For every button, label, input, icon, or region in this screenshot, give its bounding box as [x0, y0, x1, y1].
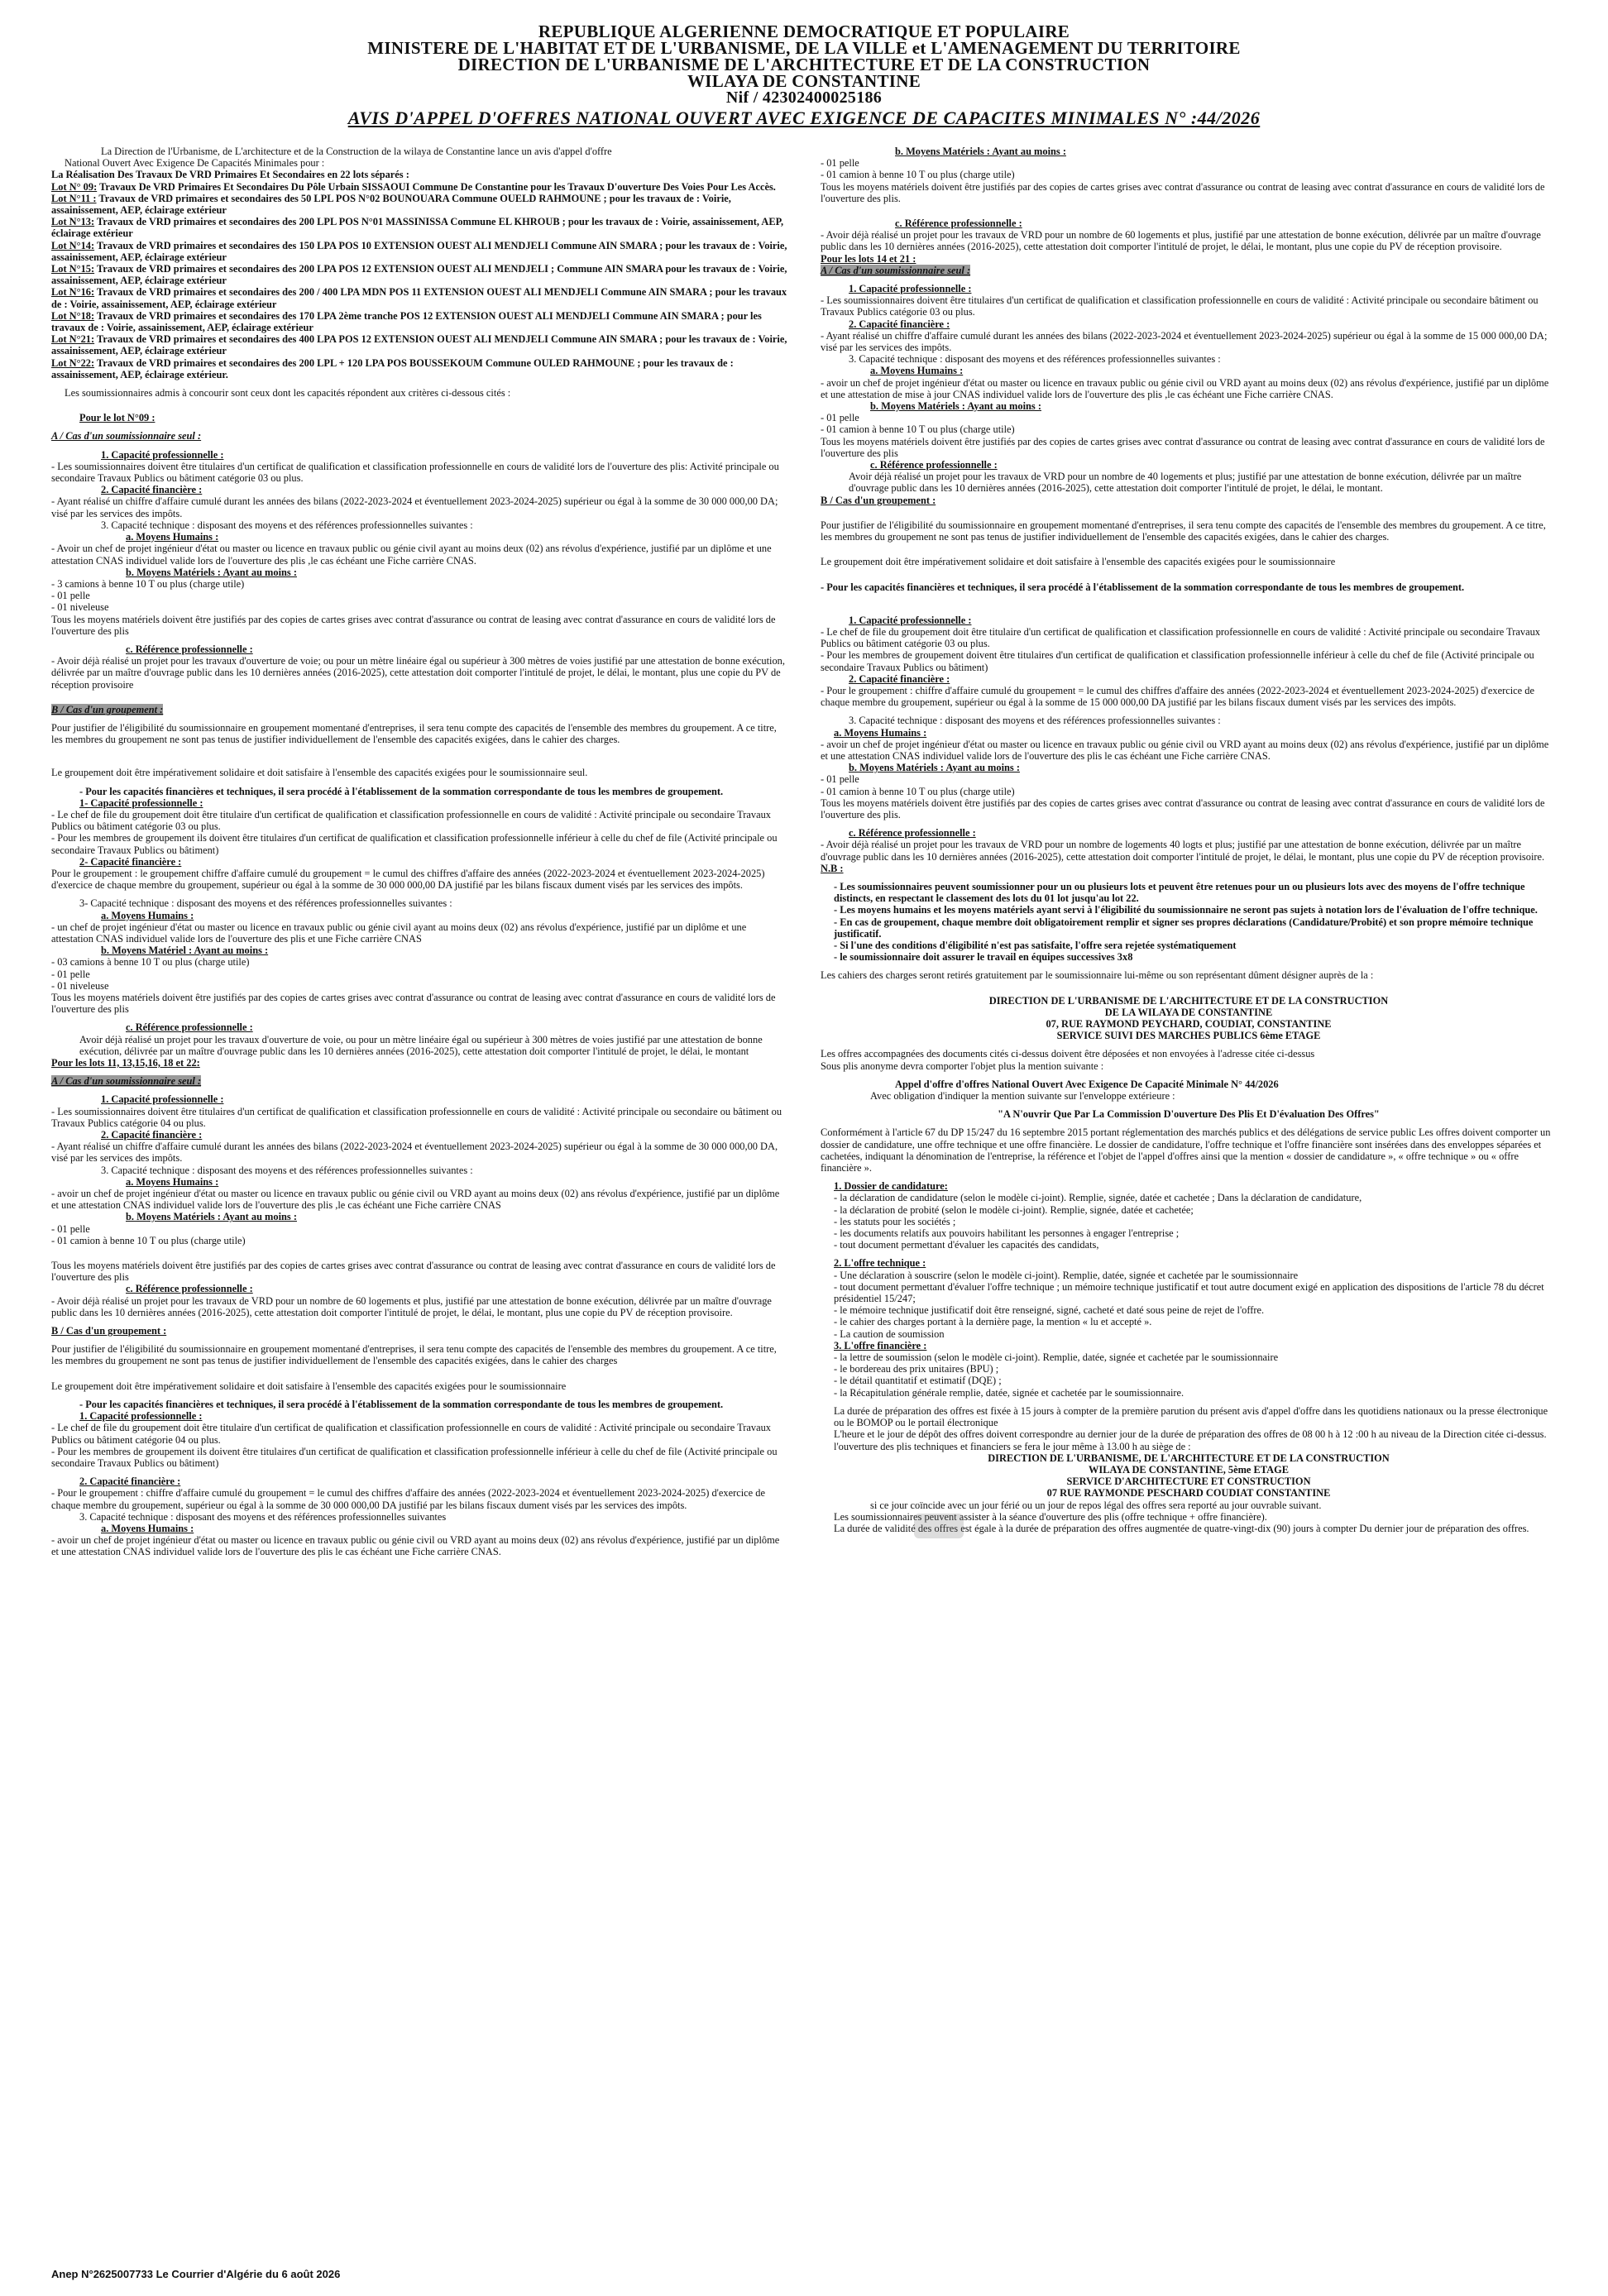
lot-number: Lot N°16:	[51, 286, 95, 299]
cap-fin-heading: 2. Capacité financière :	[101, 484, 203, 496]
g3-ref-text: - Avoir déjà réalisé un projet pour les travaux de VRD pour un nombre de logements 40 logts et plus; justifié par une attestation de bonne exécution, délivrée par un maître d'ouvrage public dans les 10 dernières années (2016-2025), cette attestation doit comporter l'intitulé de projet, le délai, le montant, plus une copie du PV de réception provisoire.	[821, 839, 1545, 863]
lot-text: Travaux de VRD primaires et secondaires des 200 LPL + 120 LPA POS BOUSSEKOUM Commune OULED RAHMOUNE ; pour les travaux de : assainissement, AEP, éclairage extérieur.	[51, 356, 734, 380]
s2-cap-fin-text: - Ayant réalisé un chiffre d'affaire cumulé durant les années des bilans (2022-2023-2024 et éventuellement 2023-2024-2025) supérieur ou égal à la somme de 30 000 000,00 DA, visé par les services des impôts.	[51, 1141, 778, 1165]
lot-item	[51, 181, 787, 193]
s2-moy-mat-heading: b. Moyens Matériels : Ayant au moins :	[126, 1211, 297, 1223]
s3-ref-text: Avoir déjà réalisé un projet pour les travaux de VRD pour un nombre de 40 logements et plus; justifié par une attestation de bonne exécution, délivrée par un maître d'ouvrage public dans les 10 dernières années (2016-2025), cette attestation doit comporter l'intitulé de projet, le délai, le montant.	[849, 471, 1522, 495]
realisation: La Réalisation Des Travaux De VRD Primaires Et Secondaires en 22 lots séparés :	[51, 169, 409, 181]
dir-line4: SERVICE SUIVI DES MARCHES PUBLICS 6ème ETAGE	[1056, 1030, 1321, 1042]
doss-item: - tout document permettant d'évaluer les capacités des candidats,	[834, 1239, 1099, 1251]
g3-mat-list	[821, 773, 1557, 796]
g2-sommation: - Pour les capacités financières et techniques, il sera procédé à l'établissement de la sommation correspondante de tous les membres de groupement.	[79, 1398, 724, 1410]
mat-list	[51, 578, 787, 614]
cap-pro-heading: 1. Capacité professionnelle :	[101, 448, 224, 461]
doss-list	[821, 1192, 1557, 1251]
conform: Conformément à l'article 67 du DP 15/247 du 16 septembre 2015 portant réglementation des marchés publics et des délégations de service public Les offres doivent comporter un dossier de candidature, une offre technique et une offre financière. Le dossier de candidature, l'offre technique et l'offre financière sont insérées dans des enveloppes séparées et cachetées, indiquant la dénomination de l'entreprise, la référence et l'objet de l'appel d'offres ainsi que la mention « dossier de candidature », « offre technique » ou « offre financière ».	[821, 1126, 1551, 1174]
lot-number: Lot N°11 :	[51, 192, 97, 204]
tech-item: - tout document permettant d'évaluer l'offre technique ; un mémoire technique justificatif et tout autre document exigé en application des dispositions de l'article 78 du décret présidentiel 15/247;	[834, 1280, 1544, 1305]
offres2: Sous plis anonyme devra comporter l'objet plus la mention suivante :	[821, 1060, 1104, 1072]
mat-item: - 01 pelle	[821, 773, 859, 786]
s2-ref-text: - Avoir déjà réalisé un projet pour les travaux de VRD pour un nombre de 60 logements et plus, justifié par une attestation de bonne exécution, délivrée par un maître d'ouvrage public dans les 10 dernières années (2016-2025), cette attestation doit comporter l'intitulé de projet, le délai, le montant, plus une copie du PV de réception provisoire.	[51, 1294, 772, 1318]
lot-number: Lot N°18:	[51, 309, 95, 322]
lot-item	[51, 286, 787, 309]
lot-text: Travaux de VRD primaires et secondaires des 50 LPL POS N°02 BOUNOUARA Commune OUELD RAHMOUNE ; pour les travaux de : Voirie, assainissement, AEP, éclairage extérieur	[51, 192, 731, 217]
g2-text1: Pour justifier de l'éligibilité du soumissionnaire en groupement momentané d'entreprises, il sera tenu compte des capacités de l'ensemble des membres du groupement. A ce titre, les membres du groupement ne sont pas tenus de justifier individuellement de l'ensemble des capacités exigées, dans le cahier des charges	[51, 1343, 777, 1367]
g3-cap-fin-heading: 2. Capacité financière :	[849, 672, 950, 685]
lot-number: Lot N°21:	[51, 333, 95, 346]
dir-line3: 07, RUE RAYMOND PEYCHARD, COUDIAT, CONSTANTINE	[1046, 1018, 1332, 1030]
case-a-title: A / Cas d'un soumissionnaire seul :	[51, 430, 202, 442]
s3-moy-hum-heading: a. Moyens Humains :	[870, 365, 964, 377]
g2-cap-fin-heading: 2. Capacité financière :	[79, 1476, 181, 1488]
g3-ref-heading: c. Référence professionnelle :	[849, 827, 976, 839]
lots-list	[51, 181, 787, 380]
g3-sommation: - Pour les capacités financières et techniques, il sera procédé à l'établissement de la sommation correspondante de tous les membres de groupement.	[821, 581, 1465, 593]
g-cap-pro-text2: - Pour les membres de groupement ils doivent être titulaires d'un certificat de qualification et classification professionnelle inférieur à celle du chef de file (Activité principale ou secondaire Travaux Publics ou bâtiment)	[51, 832, 778, 856]
mat-item: - 01 camion à benne 10 T ou plus (charge utile)	[821, 423, 1015, 436]
footer-reference: Anep N°2625007733 Le Courrier d'Algérie du 6 août 2026	[51, 2268, 341, 2280]
g-cap-pro-heading: 1- Capacité professionnelle :	[79, 796, 203, 809]
lot-text: Travaux de VRD primaires et secondaires des 200 / 400 LPA MDN POS 11 EXTENSION OUEST ALI MENDJELI Commune AIN SMARA ; pour les travaux de : Voirie, assainissement, AEP, éclairage extérieur	[51, 286, 787, 310]
tech-item: - La caution de soumission	[834, 1327, 945, 1340]
moy-hum-text: - Avoir un chef de projet ingénieur d'état ou master ou licence en travaux public ou génie civil ayant au moins deux (02) ans révolus d'expérience, justifié par un diplôme et une attestation CNAS individuel valide lors de l'ouverture des plis ,le cas échéant une Fiche carrière CNAS.	[51, 543, 772, 567]
s3-cap-fin-heading: 2. Capacité financière :	[849, 318, 950, 330]
g-ref-text: Avoir déjà réalisé un projet pour les travaux d'ouverture de voie, ou pour un mètre linéaire égal ou supérieur à 300 mètres de voies justifié par une attestation de bonne exécution, délivrée par un maître d'ouvrage public dans les 10 dernières années (2016-2025), cette attestation doit comporter l'intitulé de projet, le délai, le montant	[79, 1033, 763, 1057]
case-a2-label: A / Cas d'un soumissionnaire seul :	[51, 1075, 202, 1088]
mat-item: - 01 pelle	[51, 1222, 90, 1235]
lot-text: Travaux de VRD primaires et secondaires des 200 LPL POS N°01 MASSINISSA Commune EL KHROUB ; pour les travaux de : Voirie, assainissement, AEP, éclairage extérieur	[51, 216, 784, 240]
nb-item: - En cas de groupement, chaque membre doit obligatoirement remplir et signer ses propres déclarations (Candidature/Probité) et son propre mémoire technique justificatif.	[834, 916, 1534, 940]
g-moy-hum-heading: a. Moyens Humains :	[101, 909, 194, 921]
nb-item: - Si l'une des conditions d'éligibilité n'est pas satisfaite, l'offre sera rejetée systématiquement	[834, 939, 1237, 951]
lot-number: Lot N°13:	[51, 216, 95, 228]
g3-moy-hum-text: - avoir un chef de projet ingénieur d'état ou master ou licence en travaux public ou génie civil ou VRD ayant au moins deux (02) ans révolus d'expérience, justifié par un diplôme et une attestation CNAS individuel valide lors de l'ouverture des plis le cas échéant une Fiche carrière CNAS.	[821, 738, 1549, 762]
ref-pro-text: - Avoir déjà réalisé un projet pour les travaux d'ouverture de voie; ou pour un mètre linéaire égal ou supérieur à 300 mètres de voies justifié par une attestation de bonne exécution, délivrée par un maître d'ouvrage public dans les 10 dernières années (2016-2025), cette attestation doit comporter l'intitulé de projet, le délai, le montant, plus une copie du PV de réception provisoire	[51, 655, 785, 691]
mat-item: - 01 pelle	[51, 590, 90, 602]
lot-number: Lot N°14:	[51, 239, 95, 251]
s3-cap-tech-heading: 3. Capacité technique : disposant des moyens et des références professionnelles suivantes :	[849, 353, 1221, 366]
s2-cap-tech-heading: 3. Capacité technique : disposant des moyens et des références professionnelles suivantes :	[101, 1164, 473, 1176]
cap-fin-text: - Ayant réalisé un chiffre d'affaire cumulé durant les années des bilans (2022-2023-2024 et éventuellement 2023-2024-2025) supérieur ou égal à la somme de 30 000 000,00 DA; visé par les services des impôts.	[51, 495, 778, 519]
ferie: si ce jour coïncide avec un jour férié ou un jour de repos légal des offres sera reporté au jour ouvrable suivant.	[870, 1499, 1322, 1511]
appel-sub: Avec obligation d'indiquer la mention suivante sur l'enveloppe extérieure :	[870, 1090, 1175, 1103]
r-moy-mat-heading: b. Moyens Matériels : Ayant au moins :	[895, 146, 1066, 157]
notice-title: AVIS D'APPEL D'OFFRES NATIONAL OUVERT AVEC EXIGENCE DE CAPACITES MINIMALES N° :44/2026	[347, 108, 1261, 128]
right-column	[821, 146, 1557, 1534]
doss-item: - la déclaration de probité (selon le modèle ci-joint). Remplie, signée, datée et cachetée;	[834, 1203, 1194, 1216]
g3-text2: Le groupement doit être impérativement solidaire et doit satisfaire à l'ensemble des capacités exigées pour le soumissionnaire	[821, 556, 1336, 568]
doss-item: - les documents relatifs aux pouvoirs habilitant les personnes à engager l'entreprise ;	[834, 1227, 1180, 1240]
duree2: L'heure et le jour de dépôt des offres doivent correspondre au dernier jour de la durée de préparation des offres de 08 00 h à 12 :00 h au niveau de la Direction citée ci-dessus.	[834, 1428, 1547, 1441]
cahiers: Les cahiers des charges seront retirés gratuitement par le soumissionnaire lui-même ou son représentant dûment désigner auprès de la :	[821, 969, 1374, 982]
cap-tech-heading: 3. Capacité technique : disposant des moyens et des références professionnelles suivantes :	[101, 519, 473, 531]
s3-moy-hum-text: - avoir un chef de projet ingénieur d'état ou master ou licence en travaux public ou génie civil ou VRD ayant au moins deux (02) ans révolus d'expérience, justifié par un diplôme et une attestation de mise à jour CNAS individuel valide lors de l'ouverture des plis ,le cas échéant une Fiche carrière CNAS.	[821, 376, 1549, 400]
lot-text: Travaux De VRD Primaires Et Secondaires Du Pôle Urbain SISSAOUI Commune De Constantine pour les Travaux D'ouverture Des Voies Pour Les Accès.	[97, 180, 776, 193]
s2-mat-note: Tous les moyens matériels doivent être justifiés par des copies de cartes grises avec contrat d'assurance ou contrat de leasing avec contrat d'assurance en cours de validité lors de l'ouverture des plis	[51, 1260, 776, 1284]
s2-cap-pro-heading: 1. Capacité professionnelle :	[101, 1093, 224, 1106]
lots3-title: Pour les lots 14 et 21 :	[821, 252, 916, 265]
s3-cap-pro-text: - Les soumissionnaires doivent être titulaires d'un certificat de qualification et classification professionnelle en cours de validité : Activité principale ou secondaire bâtiment ou Travaux Publics catégorie 03 ou plus.	[821, 294, 1539, 318]
lot-number: Lot N° 09:	[51, 180, 98, 193]
off-tech-heading: 2. L'offre technique :	[834, 1257, 926, 1270]
dir-line8: 07 RUE RAYMONDE PESCHARD COUDIAT CONSTANTINE	[1046, 1487, 1331, 1500]
appel-title: Appel d'offre d'offres National Ouvert Avec Exigence De Capacité Minimale N° 44/2026	[895, 1078, 1279, 1090]
header-line2: MINISTERE DE L'HABITAT ET DE L'URBANISME, DE LA VILLE et L'AMENAGEMENT DU TERRITOIRE	[367, 38, 1241, 58]
nb-list	[821, 881, 1557, 963]
s2-cap-fin-heading: 2. Capacité financière :	[101, 1129, 203, 1141]
g3-mat-note: Tous les moyens matériels doivent être justifiés par des copies de cartes grises avec contrat d'assurance ou contrat de leasing avec contrat d'assurance en cours de validité lors de l'ouverture des plis.	[821, 796, 1545, 820]
dir-line2: DE LA WILAYA DE CONSTANTINE	[1104, 1006, 1273, 1018]
header-line3: DIRECTION DE L'URBANISME DE L'ARCHITECTURE ET DE LA CONSTRUCTION	[457, 55, 1151, 74]
g-ref-heading: c. Référence professionnelle :	[126, 1021, 253, 1034]
g2-cap-fin-text: - Pour le groupement : chiffre d'affaire cumulé du groupement = le cumul des chiffres d'affaire des années (2022-2023-2024 et éventuellement 2023-2024-2025) d'exercice de chaque membre du groupement, supérieur ou égal à la somme de 30 000 000,00 DA justifié par les bilans fiscaux dument visés par les services des impôts.	[51, 1487, 765, 1511]
doss-cand-heading: 1. Dossier de candidature:	[834, 1180, 948, 1193]
lot-text: Travaux de VRD primaires et secondaires des 170 LPA 2ème tranche POS 12 EXTENSION OUEST ALI MENDJELI Commune AIN SMARA ; pour les travaux de : Voirie, assainissement, AEP, éclairage extérieur	[51, 309, 762, 334]
g-cap-fin-heading: 2- Capacité financière :	[79, 855, 182, 868]
moy-mat-heading: b. Moyens Matériels : Ayant au moins :	[126, 566, 297, 578]
mat-item: - 01 pelle	[821, 157, 859, 170]
g2-cap-pro-heading: 1. Capacité professionnelle :	[79, 1410, 203, 1423]
mat-item: - 01 pelle	[821, 412, 859, 424]
mat-item: - 01 niveleuse	[51, 979, 109, 992]
s3-moy-mat-heading: b. Moyens Matériels : Ayant au moins :	[870, 400, 1041, 413]
lot-item	[51, 333, 787, 356]
g3-cap-pro-heading: 1. Capacité professionnelle :	[849, 614, 972, 626]
s3-mat-note: Tous les moyens matériels doivent être justifiés par des copies de cartes grises avec contrat d'assurance ou contrat de leasing avec contrat d'assurance en cours de validité lors de l'ouverture des plis	[821, 435, 1545, 459]
g-cap-fin-text: Pour le groupement : le groupement chiffre d'affaire cumulé du groupement = le cumul des chiffres d'affaire des années (2022-2023-2024 et éventuellement 2023-2024-2025) d'exercice de chaque membre du groupement, supérieur ou égal à la somme de 30 000 000,00 DA justifié par les bilans fiscaux dument visés par les services des impôts.	[51, 867, 765, 892]
case-b2-title: B / Cas d'un groupement :	[51, 1325, 167, 1337]
g-cap-tech-heading: 3- Capacité technique : disposant des moyens et des références professionnelles suivantes :	[79, 897, 452, 910]
nouvrir: "A N'ouvrir Que Par La Commission D'ouverture Des Plis Et D'évaluation Des Offres"	[998, 1108, 1380, 1121]
s3-cap-pro-heading: 1. Capacité professionnelle :	[849, 283, 972, 295]
g-cap-pro-text1: - Le chef de file du groupement doit être titulaire d'un certificat de qualification et classification professionnelle en cours de validité : Activité principale ou secondaire Travaux Publics ou bâtiment catégorie 03 ou plus.	[51, 808, 771, 833]
r-ref-text: - Avoir déjà réalisé un projet pour les travaux de VRD pour un nombre de 60 logements et plus, justifié par une attestation de bonne exécution, délivrée par un maître d'ouvrage public dans les 10 dernières années (2016-2025), cette attestation doit comporter l'intitulé de projet, le délai, le montant, plus une copie du PV de réception provisoire.	[821, 229, 1541, 253]
tech-item: - le cahier des charges portant à la dernière page, la mention « lu et accepté ».	[834, 1316, 1152, 1328]
case-a3-title	[821, 265, 1557, 276]
r-mat-list	[821, 157, 1557, 180]
offres1: Les offres accompagnées des documents cités ci-dessus doivent être déposées et non envoyées à l'adresse citée ci-dessus	[821, 1048, 1315, 1060]
case-b-label: B / Cas d'un groupement :	[51, 703, 164, 715]
case-b3-title: B / Cas d'un groupement :	[821, 494, 936, 506]
g-mat-note: Tous les moyens matériels doivent être justifiés par des copies de cartes grises avec contrat d'assurance ou contrat de leasing avec contrat d'assurance en cours de validité lors de l'ouverture des plis	[51, 992, 776, 1016]
g3-cap-tech-heading: 3. Capacité technique : disposant des moyens et des références professionnelles suivantes :	[849, 715, 1221, 727]
lot-item	[51, 310, 787, 333]
lot-item	[51, 193, 787, 216]
g-mat-list	[51, 956, 787, 992]
s3-mat-list	[821, 412, 1557, 435]
grp-sommation: - Pour les capacités financières et techniques, il sera procédé à l'établissement de la sommation correspondante de tous les membres de groupement.	[79, 785, 724, 797]
header-line4: WILAYA DE CONSTANTINE	[687, 71, 921, 91]
doss-item: - les statuts pour les sociétés ;	[834, 1215, 956, 1227]
off-tech-list	[821, 1270, 1557, 1340]
g2-moy-hum-heading: a. Moyens Humains :	[101, 1522, 194, 1534]
g3-moy-mat-heading: b. Moyens Matériels : Ayant au moins :	[849, 762, 1020, 774]
doss-item: - la déclaration de candidature (selon le modèle ci-joint). Remplie, signée, datée et cachetée ; Dans la déclaration de candidature,	[834, 1192, 1362, 1204]
columns	[51, 146, 1557, 2263]
grp-text2: Le groupement doit être impérativement solidaire et doit satisfaire à l'ensemble des capacités exigées pour le soumissionnaire seul.	[51, 767, 588, 779]
left-column	[51, 146, 787, 1558]
case-a2-title	[51, 1075, 787, 1087]
mat-item: - 01 camion à benne 10 T ou plus (charge utile)	[821, 169, 1015, 181]
intro-line2: National Ouvert Avec Exigence De Capacités Minimales pour :	[65, 157, 325, 170]
nb-item: - Les soumissionnaires peuvent soumissionner pour un ou plusieurs lots et peuvent être retenues pour un ou plusieurs lots avec des moyens de l'offre technique distincts, en respectant le classement des lots du 01 lot jusqu'au lot 22.	[834, 880, 1525, 905]
lot-item	[51, 357, 787, 380]
g3-cap-fin-text: - Pour le groupement : chiffre d'affaire cumulé du groupement = le cumul des chiffres d'affaire des années (2022-2023-2024 et éventuellement 2023-2024-2025) d'exercice de chaque membre du groupement, supérieur ou égal à la somme de 15 000 000,00 DA justifié par les bilans fiscaux dument visés par les services des impôts.	[821, 684, 1534, 709]
header	[50, 23, 1558, 106]
fin-item: - la Récapitulation générale remplie, datée, signée et cachetée par le soumissionnaire.	[834, 1386, 1184, 1399]
lot-number: Lot N°15:	[51, 263, 95, 275]
mat-item: - 3 camions à benne 10 T ou plus (charge utile)	[51, 577, 245, 590]
lot-text: Travaux de VRD primaires et secondaires des 400 LPA POS 12 EXTENSION OUEST ALI MENDJELI Commune AIN SMARA ; pour les travaux de : Voirie, assainissement, AEP, éclairage extérieur	[51, 333, 787, 357]
lot-text: Travaux de VRD primaires et secondaires des 200 LPA POS 12 EXTENSION OUEST ALI MENDJELI ; Commune AIN SMARA pour les travaux de : Voirie, assainissement, AEP, éclairage extérieur	[51, 263, 787, 287]
moy-hum-heading: a. Moyens Humains :	[126, 531, 219, 543]
s2-cap-pro-text: - Les soumissionnaires doivent être titulaires d'un certificat de qualification et classification professionnelle en cours de validité : Activité principale ou secondaire ou bâtiment ou Travaux Publics catégorie 04 ou plus.	[51, 1105, 782, 1129]
moy-mat-note: Tous les moyens matériels doivent être justifiés par des copies de cartes grises avec contrat d'assurance ou contrat de leasing avec contrat d'assurance en cours de validité lors de l'ouverture des plis	[51, 613, 776, 637]
fin-item: - le bordereau des prix unitaires (BPU) ;	[834, 1363, 999, 1375]
s2-ref-heading: c. Référence professionnelle :	[126, 1283, 253, 1295]
g3-cap-pro-text2: - Pour les membres de groupement doivent être titulaires d'un certificat de qualification et classification professionnelle inférieur à celle du chef de file (Activité principale ou secondaire Travaux Publics ou bâtiment)	[821, 649, 1534, 673]
lot-item	[51, 263, 787, 286]
r-ref-heading: c. Référence professionnelle :	[895, 218, 1022, 230]
mat-item: - 03 camions à benne 10 T ou plus (charge utile)	[51, 956, 250, 969]
mat-item: - 01 pelle	[51, 968, 90, 980]
g2-cap-pro-text2: - Pour les membres de groupement ils doivent être titulaires d'un certificat de qualification et classification professionnelle inférieur à celle du chef de file (Activité principale ou secondaire Travaux Publics ou bâtiment)	[51, 1445, 778, 1469]
s2-moy-hum-text: - avoir un chef de projet ingénieur d'état ou master ou licence en travaux public ou génie civil ou VRD ayant au moins deux (02) ans révolus d'expérience, justifié par un diplôme et une attestation CNAS individuel valide lors de l'ouverture des plis ,le cas échéant une Fiche carrière CNAS	[51, 1188, 780, 1212]
lot-number: Lot N°22:	[51, 356, 95, 369]
off-fin-list	[821, 1351, 1557, 1399]
header-nif: Nif / 42302400025186	[725, 88, 883, 107]
cap-pro-text: - Les soumissionnaires doivent être titulaires d'un certificat de qualification et classification professionnelle en cours de validité lors de l'ouverture des plis: Activité principale ou secondaire Travaux Publics ou bâtiment catégorie 03 ou plus.	[51, 460, 779, 485]
off-fin-heading: 3. L'offre financière :	[834, 1339, 927, 1351]
s2-moy-hum-heading: a. Moyens Humains :	[126, 1175, 219, 1188]
fin-item: - la lettre de soumission (selon le modèle ci-joint). Remplie, datée, signée et cachetée par le soumissionnaire	[834, 1351, 1279, 1364]
s3-cap-fin-text: - Ayant réalisé un chiffre d'affaire cumulé durant les années des bilans (2022-2023-2024 et éventuellement 2023-2024-2025) supérieur ou égal à la somme de 15 000 000,00 DA; visé par les services des impôts.	[821, 329, 1548, 354]
nb-item: - Les moyens humains et les moyens matériels ayant servi à l'éligibilité du soumissionnaire ne seront pas sujets à notation lors de l'évaluation de l'offre technique.	[834, 904, 1538, 916]
g2-text2: Le groupement doit être impérativement solidaire et doit satisfaire à l'ensemble des capacités exigées pour le soumissionnaire	[51, 1380, 567, 1392]
dir-line1: DIRECTION DE L'URBANISME DE L'ARCHITECTURE ET DE LA CONSTRUCTION	[988, 994, 1389, 1007]
admis: Les soumissionnaires admis à concourir sont ceux dont les capacités répondent aux critères ci-dessous cités :	[65, 387, 511, 399]
stamp-mark	[914, 1514, 964, 1538]
case-a3-label: A / Cas d'un soumissionnaire seul :	[821, 264, 971, 276]
g3-cap-pro-text1: - Le chef de file du groupement doit être titulaire d'un certificat de qualification et classification professionnelle en cours de validité : Activité principale ou secondaire Travaux Publics ou bâtiment catégorie 03 ou plus.	[821, 625, 1540, 650]
r-mat-note: Tous les moyens matériels doivent être justifiés par des copies de cartes grises avec contrat d'assurance ou contrat de leasing avec contrat d'assurance en cours de validité lors de l'ouverture des plis.	[821, 180, 1545, 204]
mat-item: - 01 camion à benne 10 T ou plus (charge utile)	[51, 1234, 246, 1246]
s2-mat-list	[51, 1223, 787, 1246]
grp-text1: Pour justifier de l'éligibilité du soumissionnaire en groupement momentané d'entreprises, il sera tenu compte des capacités de l'ensemble des membres du groupement. A ce titre, les membres du groupement ne sont pas tenus de justifier individuellement de l'ensemble des capacités exigées, dans le cahier des charges.	[51, 721, 777, 746]
assist: Les soumissionnaires peuvent assister à la séance d'ouverture des plis (offre technique + offre financière).	[834, 1510, 1267, 1523]
lot-text: Travaux de VRD primaires et secondaires des 150 LPA POS 10 EXTENSION OUEST ALI MENDJELI Commune AIN SMARA ; pour les travaux de : Voirie, assainissement, AEP, éclairage extérieur	[51, 239, 787, 263]
duree1: La durée de préparation des offres est fixée à 15 jours à compter de la première parution du présent avis d'appel d'offre dans les quotidiens nationaux ou la presse électronique ou le BOMOP ou le portail électronique	[834, 1404, 1548, 1429]
lot09-title: Pour le lot N°09 :	[79, 412, 156, 424]
mat-item: - 01 niveleuse	[51, 601, 109, 614]
g3-text1: Pour justifier de l'éligibilité du soumissionnaire en groupement momentané d'entreprises, il sera tenu compte des capacités de l'ensemble des membres du groupement. A ce titre, les membres du groupement ne sont pas tenus de justifier individuellement de l'ensemble des capacités exigées, dans le cahier des charges.	[821, 519, 1546, 543]
lot-item	[51, 216, 787, 239]
dir-line5: DIRECTION DE L'URBANISME, DE L'ARCHITECTURE ET DE LA CONSTRUCTION	[988, 1452, 1390, 1464]
tech-item: - Une déclaration à souscrire (selon le modèle ci-joint). Remplie, datée, signée et cachetée par le soumissionnaire	[834, 1269, 1299, 1281]
g2-cap-tech-heading: 3. Capacité technique : disposant des moyens et des références professionnelles suivantes	[79, 1510, 447, 1523]
intro-line1: La Direction de l'Urbanisme, de L'architecture et de la Construction de la wilaya de Constantine lance un avis d'appel d'offre	[101, 146, 612, 157]
lots2-title: Pour les lots 11, 13,15,16, 18 et 22:	[51, 1057, 200, 1069]
mat-item: - 01 camion à benne 10 T ou plus (charge utile)	[821, 785, 1015, 797]
header-line1: REPUBLIQUE ALGERIENNE DEMOCRATIQUE ET POPULAIRE	[538, 22, 1070, 41]
g-moy-hum-text: - un chef de projet ingénieur d'état ou master ou licence en travaux public ou génie civil ayant au moins deux (02) ans révolus d'expérience, justifié par un diplôme et une attestation CNAS individuel valide lors de l'ouverture des plis et une Fiche carrière CNAS	[51, 921, 747, 945]
g2-moy-hum-text: - avoir un chef de projet ingénieur d'état ou master ou licence en travaux public ou génie civil ou VRD ayant au moins deux (02) ans révolus d'expérience, justifié par un diplôme et une attestation CNAS individuel valide lors de l'ouverture des plis le cas échéant une Fiche carrière CNAS.	[51, 1534, 780, 1558]
tech-item: - le mémoire technique justificatif doit être renseigné, signé, cacheté et daté sous peine de rejet de l'offre.	[834, 1304, 1265, 1317]
lot-item	[51, 240, 787, 263]
case-b-title	[51, 704, 787, 715]
ref-pro-heading: c. Référence professionnelle :	[126, 643, 253, 655]
validite: La durée de validité des offres est égale à la durée de préparation des offres augmentée de quatre-vingt-dix (90) jours à compter Du dernier jour de préparation des offres.	[834, 1522, 1529, 1534]
duree3: l'ouverture des plis techniques et financiers se fera le jour même à 13.00 h au siège de :	[834, 1440, 1191, 1452]
g-moy-mat-heading: b. Moyens Matériel : Ayant au moins :	[101, 945, 269, 957]
g2-cap-pro-text1: - Le chef de file du groupement doit être titulaire d'un certificat de qualification et classification professionnelle en cours de validité : Activité principale ou secondaire Travaux Publics ou bâtiment catégorie 04 ou plus.	[51, 1422, 771, 1446]
s3-ref-heading: c. Référence professionnelle :	[870, 459, 998, 471]
dir-line6: WILAYA DE CONSTANTINE, 5ème ETAGE	[1088, 1463, 1289, 1476]
nb-title: N.B :	[821, 862, 844, 874]
fin-item: - le détail quantitatif et estimatif (DQE) ;	[834, 1375, 1002, 1387]
dir-line7: SERVICE D'ARCHITECTURE ET CONSTRUCTION	[1066, 1476, 1311, 1488]
g3-moy-hum-heading: a. Moyens Humains :	[834, 726, 927, 739]
nb-item: - le soumissionnaire doit assurer le travail en équipes successives 3x8	[834, 951, 1133, 964]
